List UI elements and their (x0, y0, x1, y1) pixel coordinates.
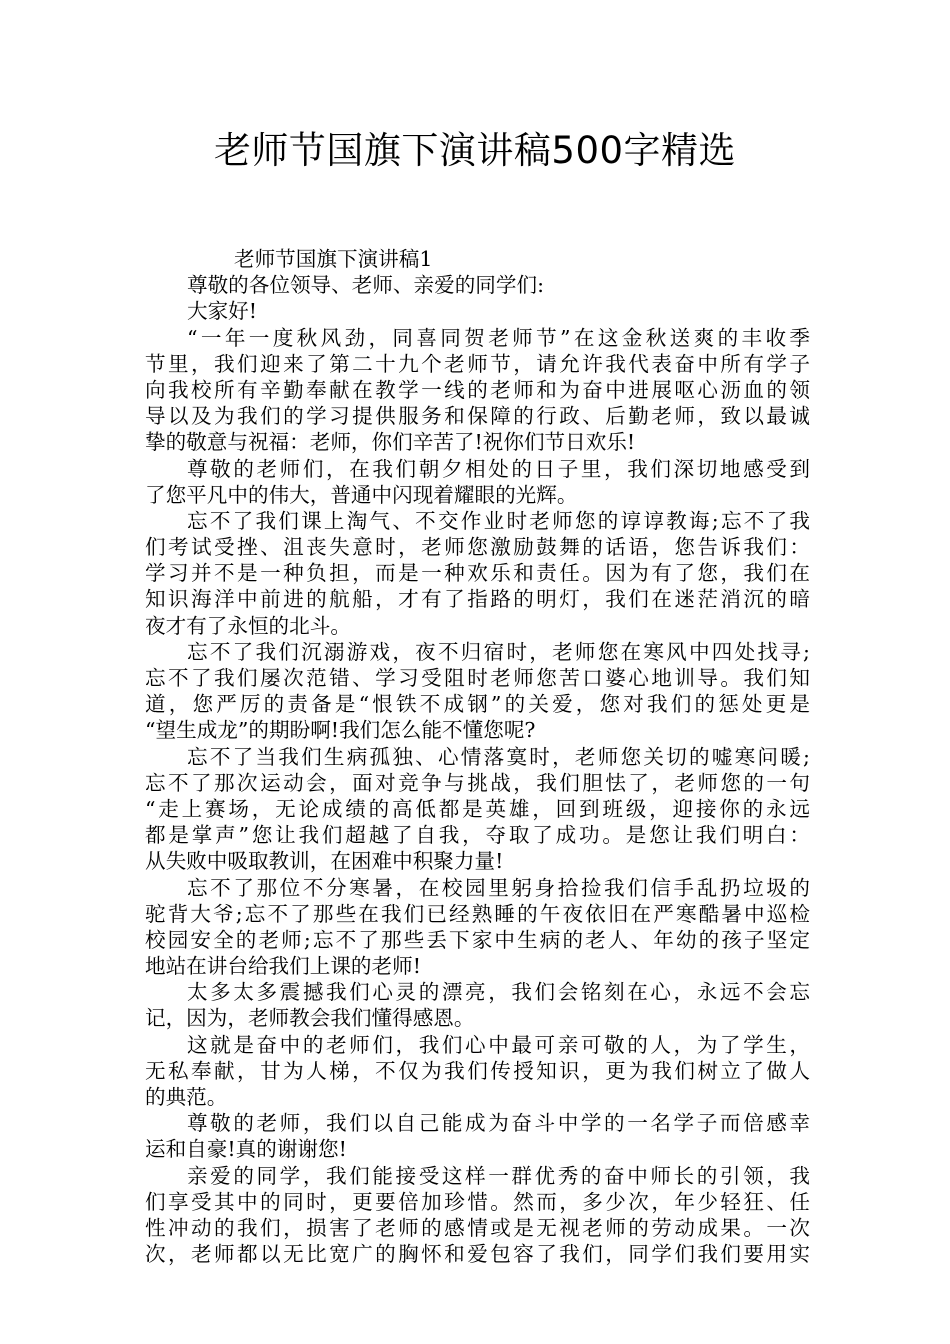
body-line: “望生成龙”的期盼啊!我们怎么能不懂您呢? (145, 718, 536, 743)
body-line: 尊敬的老师，我们以自己能成为奋斗中学的一名学子而倍感幸 (187, 1111, 810, 1136)
body-line: 道，您严厉的责备是“恨铁不成钢”的关爱，您对我们的惩处更是 (145, 692, 810, 717)
body-line: 无私奉献，甘为人梯，不仅为我们传授知识，更为我们树立了做人 (145, 1058, 810, 1083)
body-line: 校园安全的老师;忘不了那些丢下家中生病的老人、年幼的孩子坚定 (145, 927, 810, 952)
body-line: 太多太多震撼我们心灵的漂亮，我们会铭刻在心，永远不会忘 (187, 980, 810, 1005)
body-line: 性冲动的我们，损害了老师的感情或是无视老师的劳动成果。一次 (145, 1215, 810, 1240)
body-line: 夜才有了永恒的北斗。 (145, 613, 351, 638)
body-line: 忘不了当我们生病孤独、心情落寞时，老师您关切的嘘寒问暖; (187, 744, 810, 769)
body-line: 忘不了我们屡次范错、学习受阻时老师您苦口婆心地训导。我们知 (145, 666, 810, 690)
body-line: 们考试受挫、沮丧失意时，老师您激励鼓舞的话语，您告诉我们： (145, 535, 810, 560)
body-line: 这就是奋中的老师们，我们心中最可亲可敬的人，为了学生， (187, 1032, 810, 1057)
body-line: 们享受其中的同时，更要倍加珍惜。然而，多少次，年少轻狂、任 (145, 1189, 810, 1214)
body-line: 忘不了我们课上淘气、不交作业时老师您的谆谆教诲;忘不了我 (187, 508, 810, 533)
body-line: “走上赛场，无论成绩的高低都是英雄，回到班级，迎接你的永远 (145, 796, 810, 821)
body-line: 忘不了我们沉溺游戏，夜不归宿时，老师您在寒风中四处找寻; (187, 639, 810, 664)
body-line: 忘不了那次运动会，面对竞争与挑战，我们胆怯了，老师您的一句 (145, 770, 810, 795)
body-line: 大家好! (187, 299, 258, 324)
body-line: 的典范。 (145, 1085, 228, 1109)
body-line: 忘不了那位不分寒暑，在校园里躬身拾捡我们信手乱扔垃圾的 (187, 875, 810, 900)
body-line: 学习并不是一种负担，而是一种欢乐和责任。因为有了您，我们在 (145, 561, 810, 586)
body-line: “一年一度秋风劲，同喜同贺老师节”在这金秋送爽的丰收季 (187, 325, 810, 350)
body-line: 了您平凡中的伟大，普通中闪现着耀眼的光辉。 (145, 482, 578, 507)
document-title: 老师节国旗下演讲稿500字精选 (213, 129, 737, 172)
body-line: 向我校所有辛勤奉献在教学一线的老师和为奋中进展呕心沥血的领 (145, 377, 810, 402)
body-line: 尊敬的老师们，在我们朝夕相处的日子里，我们深切地感受到 (187, 456, 810, 481)
body-line: 次，老师都以无比宽广的胸怀和爱包容了我们，同学们我们要用实 (145, 1242, 810, 1267)
body-line: 运和自豪!真的谢谢您! (145, 1137, 347, 1162)
body-line: 地站在讲台给我们上课的老师! (145, 954, 421, 979)
body-line: 挚的敬意与祝福：老师，你们辛苦了!祝你们节日欢乐! (145, 430, 636, 455)
body-line: 尊敬的各位领导、老师、亲爱的同学们: (187, 273, 545, 298)
body-line: 从失败中吸取教训，在困难中积聚力量! (145, 849, 504, 874)
document-body (145, 246, 810, 1267)
body-line: 节里，我们迎来了第二十九个老师节，请允许我代表奋中所有学子 (145, 351, 810, 376)
body-line: 记，因为，老师教会我们懂得感恩。 (145, 1006, 475, 1031)
body-line: 导以及为我们的学习提供服务和保障的行政、后勤老师，致以最诚 (145, 404, 810, 429)
body-line: 亲爱的同学，我们能接受这样一群优秀的奋中师长的引领，我 (187, 1163, 810, 1188)
body-line: 知识海洋中前进的航船，才有了指路的明灯，我们在迷茫消沉的暗 (145, 587, 810, 612)
body-line: 老师节国旗下演讲稿1 (234, 247, 433, 271)
body-line: 都是掌声”您让我们超越了自我，夺取了成功。是您让我们明白： (145, 823, 810, 848)
body-line: 驼背大爷;忘不了那些在我们已经熟睡的午夜依旧在严寒酷暑中巡检 (145, 901, 810, 926)
